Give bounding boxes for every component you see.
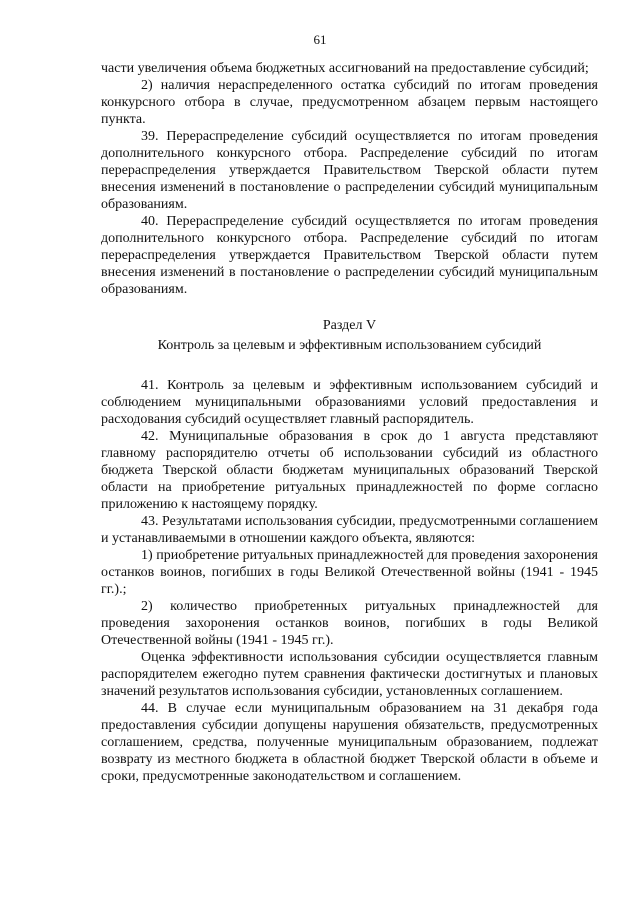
paragraph-43-item-2: 2) количество приобретенных ритуальных принадлежностей для проведения захоронения останков воинов, погибших в годы Великой Отечественной войны (1941 - 1945 гг.). [101, 599, 598, 648]
paragraph-42: 42. Муниципальные образования в срок до 1 августа представляют главному распорядителю отчеты об использовании субсидий из областного бюджета Тверской области бюджетам муниципальных образований Тверской области на приобретение ритуальных принадлежностей по форме согласно приложению к настоящему порядку. [101, 429, 598, 512]
section-title: Контроль за целевым и эффективным использованием субсидий [157, 338, 542, 353]
page-number: 61 [313, 32, 327, 47]
paragraph-item-2: 2) наличия нераспределенного остатка субсидий по итогам проведения конкурсного отбора в случае, предусмотренном абзацем первым настоящего пункта. [101, 78, 598, 127]
paragraph-41: 41. Контроль за целевым и эффективным использованием субсидий и соблюдением муниципальными образованиями условий предоставления и расходования субсидий осуществляет главный распорядитель. [101, 378, 598, 427]
paragraph-evaluation: Оценка эффективности использования субсидии осуществляется главным распорядителем ежегодно путем сравнения фактически достигнутых и плановых значений результатов использования субсидии, установленных соглашением. [101, 650, 598, 699]
section-heading: Раздел V [322, 318, 377, 333]
paragraph-39: 39. Перераспределение субсидий осуществляется по итогам проведения дополнительного конкурсного отбора. Распределение субсидий по итогам перераспределения утверждается Правительством Тверской области путем внесения изменений в постановление о распределении субсидий муниципальным образованиям. [101, 129, 598, 212]
paragraph-44: 44. В случае если муниципальным образованием на 31 декабря года предоставления субсидии допущены нарушения обязательств, предусмотренных соглашением, средства, полученные муниципальным образованием, подлежат возврату из местного бюджета в областной бюджет Тверской области в объеме и сроки, предусмотренные законодательством и соглашением. [101, 701, 598, 784]
paragraph-43-item-1: 1) приобретение ритуальных принадлежностей для проведения захоронения останков воинов, погибших в годы Великой Отечественной войны (1941 - 1945 гг.).; [101, 548, 598, 597]
paragraph-43: 43. Результатами использования субсидии, предусмотренными соглашением и устанавливаемыми в отношении каждого объекта, являются: [101, 514, 598, 546]
paragraph-continuation: части увеличения объема бюджетных ассигнований на предоставление субсидий; [101, 61, 589, 76]
document-body [101, 60, 598, 785]
paragraph-40: 40. Перераспределение субсидий осуществляется по итогам проведения дополнительного конкурсного отбора. Распределение субсидий по итогам перераспределения утверждается Правительством Тверской области путем внесения изменений в постановление о распределении субсидий муниципальным образованиям. [101, 214, 598, 297]
